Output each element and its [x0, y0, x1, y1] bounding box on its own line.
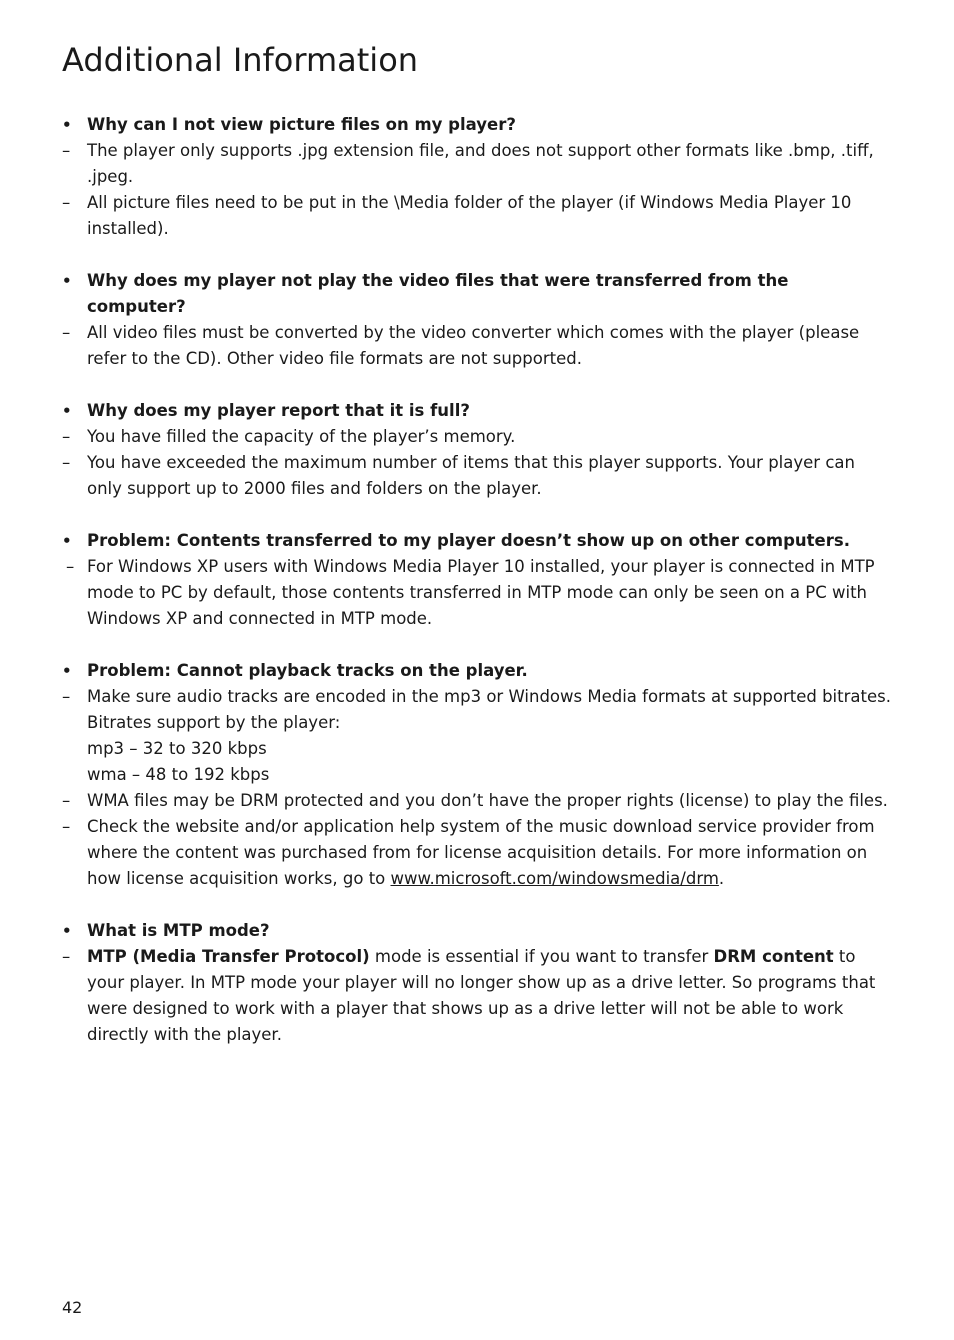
answer-text: For Windows XP users with Windows Media Player 10 installed, your player is connected in MTP mode to PC by default, those contents transferred in MTP mode can only be seen on a PC with Windows XP and connected in MTP mode.: [87, 557, 875, 628]
faq-question: [62, 268, 892, 320]
dash-marker: –: [62, 687, 71, 706]
faq-question: [62, 658, 892, 684]
dash-marker: –: [62, 427, 71, 446]
faq-answer: [62, 138, 892, 190]
dash-marker: –: [66, 557, 75, 576]
faq-answer: [62, 424, 892, 450]
bitrate-heading: Bitrates support by the player:: [87, 713, 341, 732]
dash-marker: –: [62, 791, 71, 810]
faq-section-mtp-mode: [62, 918, 892, 1048]
question-text: Problem: Cannot playback tracks on the player.: [87, 661, 528, 680]
faq-answer: [62, 320, 892, 372]
drm-term: DRM content: [713, 947, 834, 966]
faq-answer: [62, 944, 892, 1048]
faq-section-video-files: [62, 268, 892, 372]
dash-marker: –: [62, 453, 71, 472]
question-text: Why does my player not play the video files that were transferred from the computer?: [87, 271, 789, 316]
answer-suffix: .: [718, 869, 725, 888]
bullet-marker: •: [62, 272, 72, 290]
question-text: Why can I not view picture files on my player?: [87, 115, 516, 134]
answer-text: You have filled the capacity of the player’s memory.: [87, 427, 516, 446]
dash-marker: –: [62, 817, 71, 836]
faq-answer: [62, 450, 892, 502]
answer-text: WMA files may be DRM protected and you don’t have the proper rights (license) to play the files.: [87, 791, 888, 810]
drm-info-link[interactable]: www.microsoft.com/windowsmedia/drm: [390, 869, 719, 888]
answer-text: You have exceeded the maximum number of items that this player supports. Your player can only support up to 2000 files and folders on the player.: [87, 453, 855, 498]
dash-marker: –: [62, 323, 71, 342]
answer-text: All video files must be converted by the video converter which comes with the player (please refer to the CD). Other video file formats are not supported.: [87, 323, 860, 368]
question-text: What is MTP mode?: [87, 921, 270, 940]
faq-question: [62, 112, 892, 138]
dash-marker: –: [62, 947, 71, 966]
faq-question: [62, 528, 892, 554]
answer-text: All picture files need to be put in the \Media folder of the player (if Windows Media Player 10 installed).: [87, 193, 852, 238]
faq-answer: [62, 814, 892, 892]
faq-section-picture-files: [62, 112, 892, 242]
page-number: 42: [62, 1298, 83, 1317]
answer-text: to your player. In MTP mode your player will no longer show up as a drive letter. So programs that were designed to work with a player that shows up as a drive letter will not be able to work directly with the player.: [87, 947, 876, 1044]
question-text: Problem: Contents transferred to my player doesn’t show up on other computers.: [87, 531, 850, 550]
bitrate-mp3: mp3 – 32 to 320 kbps: [87, 739, 267, 758]
answer-text: mode is essential if you want to transfer: [369, 947, 714, 966]
question-text: Why does my player report that it is full?: [87, 401, 470, 420]
faq-section-other-computers: [62, 528, 892, 632]
bullet-marker: •: [62, 532, 72, 550]
answer-text: The player only supports .jpg extension file, and does not support other formats like .bmp, .tiff, .jpeg.: [87, 141, 874, 186]
bullet-marker: •: [62, 922, 72, 940]
faq-question: [62, 918, 892, 944]
dash-marker: –: [62, 141, 71, 160]
bitrate-wma: wma – 48 to 192 kbps: [87, 765, 270, 784]
dash-marker: –: [62, 193, 71, 212]
page-title: Additional Information: [62, 41, 419, 79]
faq-section-player-full: [62, 398, 892, 502]
bullet-marker: •: [62, 662, 72, 680]
answer-text: Make sure audio tracks are encoded in the mp3 or Windows Media formats at supported bitrates.: [87, 687, 891, 706]
faq-answer: [62, 684, 892, 788]
faq-answer: [62, 554, 892, 632]
faq-content: [62, 112, 892, 1074]
answer-text: Check the website and/or application help system of the music download service provider from where the content was purchased from for license acquisition details. For more information on how license acquisition works, go to: [87, 817, 875, 888]
faq-section-playback: [62, 658, 892, 892]
bullet-marker: •: [62, 116, 72, 134]
bullet-marker: •: [62, 402, 72, 420]
faq-question: [62, 398, 892, 424]
faq-answer: [62, 190, 892, 242]
mtp-term: MTP (Media Transfer Protocol): [87, 947, 370, 966]
faq-answer: [62, 788, 892, 814]
